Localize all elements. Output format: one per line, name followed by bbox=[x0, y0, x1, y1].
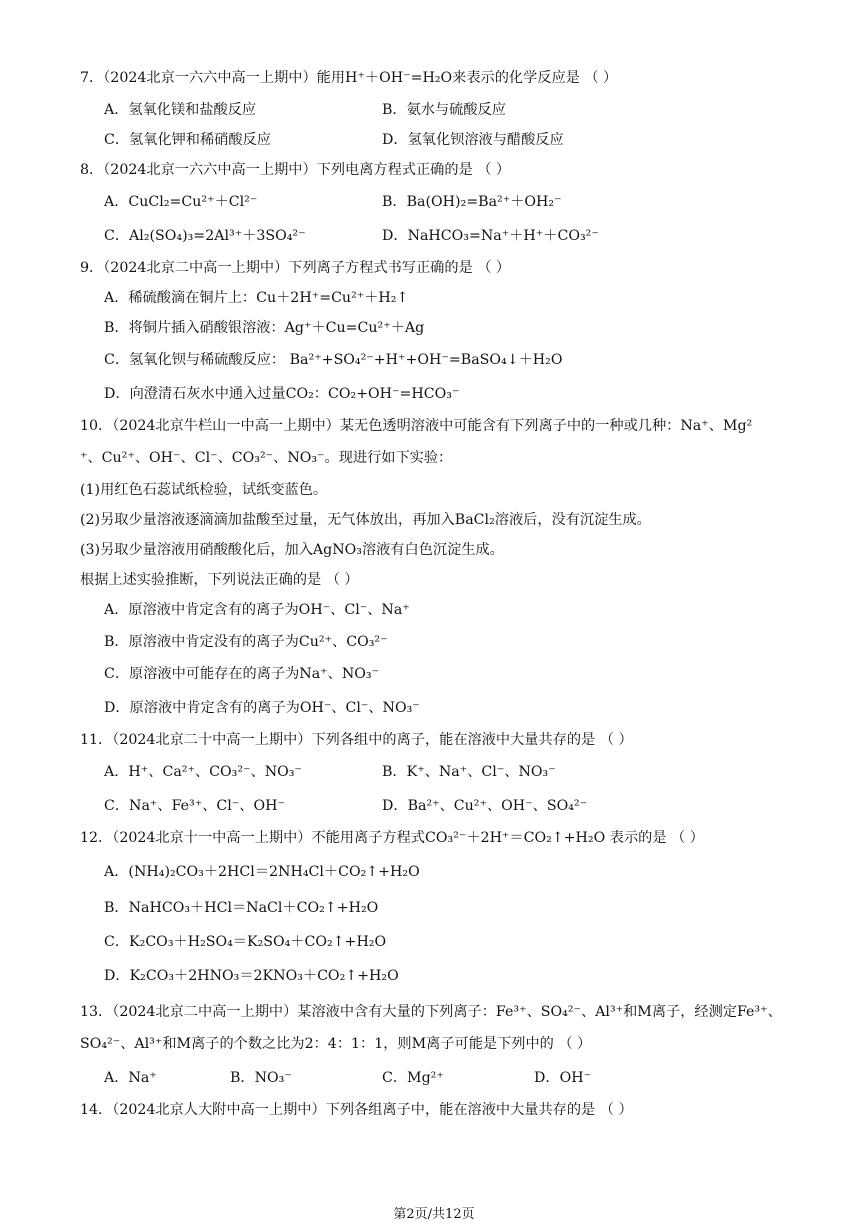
question-8-stem: 8．（2024北京一六六中高一上期中）下列电离方程式正确的是 （ ） bbox=[80, 162, 511, 178]
question-11-option-d: D．Ba²⁺、Cu²⁺、OH⁻、SO₄²⁻ bbox=[382, 798, 588, 814]
question-11-stem: 11．（2024北京二十中高一上期中）下列各组中的离子，能在溶液中大量共存的是 （ ） bbox=[80, 732, 633, 748]
question-10-stem-line-1: 10．（2024北京牛栏山一中高一上期中）某无色透明溶液中可能含有下列离子中的一种或几种：Na⁺、Mg² bbox=[80, 418, 753, 434]
question-11-option-b: B．K⁺、Na⁺、Cl⁻、NO₃⁻ bbox=[382, 764, 556, 780]
question-10-option-b: B．原溶液中肯定没有的离子为Cu²⁺、CO₃²⁻ bbox=[104, 634, 388, 650]
question-13-stem-line-1: 13．（2024北京二中高一上期中）某溶液中含有大量的下列离子：Fe³⁺、SO₄²⁻、Al³⁺和M离子，经测定Fe³⁺、 bbox=[80, 1004, 782, 1020]
question-10-option-c: C．原溶液中可能存在的离子为Na⁺、NO₃⁻ bbox=[104, 666, 380, 682]
question-9-option-c: C．氢氧化钡与稀硫酸反应： Ba²⁺+SO₄²⁻+H⁺+OH⁻=BaSO₄↓＋H₂O bbox=[104, 352, 563, 368]
question-10-option-a: A．原溶液中肯定含有的离子为OH⁻、Cl⁻、Na⁺ bbox=[104, 602, 410, 618]
question-10-option-d: D．原溶液中肯定含有的离子为OH⁻、Cl⁻、NO₃⁻ bbox=[104, 700, 420, 716]
question-12-option-c: C．K₂CO₃＋H₂SO₄＝K₂SO₄＋CO₂↑+H₂O bbox=[104, 934, 387, 950]
question-7-option-a: A．氢氧化镁和盐酸反应 bbox=[104, 102, 257, 118]
question-12-stem: 12．（2024北京十一中高一上期中）不能用离子方程式CO₃²⁻＋2H⁺＝CO₂↑+H₂O 表示的是 （ ） bbox=[80, 830, 704, 846]
question-8-option-a: A．CuCl₂=Cu²⁺＋Cl²⁻ bbox=[104, 194, 258, 210]
question-10-experiment-3: (3)另取少量溶液用硝酸酸化后，加入AgNO₃溶液有白色沉淀生成。 bbox=[80, 542, 504, 558]
question-8-option-c: C．Al₂(SO₄)₃=2Al³⁺＋3SO₄²⁻ bbox=[104, 228, 306, 244]
question-10-experiment-2: (2)另取少量溶液逐滴滴加盐酸至过量，无气体放出，再加入BaCl₂溶液后，没有沉淀生成。 bbox=[80, 512, 651, 528]
question-9-option-d: D．向澄清石灰水中通入过量CO₂：CO₂+OH⁻=HCO₃⁻ bbox=[104, 386, 460, 402]
question-12-option-a: A．(NH₄)₂CO₃＋2HCl＝2NH₄Cl＋CO₂↑+H₂O bbox=[104, 864, 420, 880]
question-12-option-d: D．K₂CO₃＋2HNO₃＝2KNO₃＋CO₂↑+H₂O bbox=[104, 968, 399, 984]
question-10-experiment-1: (1)用红色石蕊试纸检验，试纸变蓝色。 bbox=[80, 482, 328, 498]
question-14-stem: 14．（2024北京人大附中高一上期中）下列各组离子中，能在溶液中大量共存的是 （ ） bbox=[80, 1102, 633, 1118]
question-10-prompt: 根据上述实验推断，下列说法正确的是 （ ） bbox=[80, 572, 359, 588]
question-7-stem: 7．（2024北京一六六中高一上期中）能用H⁺＋OH⁻=H₂O来表示的化学反应是 （ ） bbox=[80, 70, 618, 86]
question-11-option-c: C．Na⁺、Fe³⁺、Cl⁻、OH⁻ bbox=[104, 798, 285, 814]
question-8-option-b: B．Ba(OH)₂=Ba²⁺＋OH₂⁻ bbox=[382, 194, 562, 210]
question-13-option-a: A．Na⁺ bbox=[104, 1070, 157, 1086]
question-9-option-a: A．稀硫酸滴在铜片上：Cu＋2H⁺=Cu²⁺＋H₂↑ bbox=[104, 290, 409, 306]
question-9-stem: 9．（2024北京二中高一上期中）下列离子方程式书写正确的是 （ ） bbox=[80, 260, 511, 276]
question-12-option-b: B．NaHCO₃＋HCl＝NaCl＋CO₂↑+H₂O bbox=[104, 900, 379, 916]
question-10-stem-line-2: ⁺、Cu²⁺、OH⁻、Cl⁻、CO₃²⁻、NO₃⁻。现进行如下实验： bbox=[80, 450, 453, 466]
page-number-footer: 第2页/共12页 bbox=[393, 1207, 475, 1222]
question-7-option-c: C．氢氧化钾和稀硝酸反应 bbox=[104, 132, 271, 148]
question-8-option-d: D．NaHCO₃=Na⁺＋H⁺＋CO₃²⁻ bbox=[382, 228, 599, 244]
question-13-option-c: C．Mg²⁺ bbox=[382, 1070, 444, 1086]
question-13-option-d: D．OH⁻ bbox=[534, 1070, 592, 1086]
question-9-option-b: B．将铜片插入硝酸银溶液：Ag⁺＋Cu=Cu²⁺＋Ag bbox=[104, 320, 425, 336]
question-7-option-b: B．氨水与硫酸反应 bbox=[382, 102, 506, 118]
question-13-stem-line-2: SO₄²⁻、Al³⁺和M离子的个数之比为2：4：1：1，则M离子可能是下列中的 （ ） bbox=[80, 1036, 592, 1052]
question-13-option-b: B．NO₃⁻ bbox=[230, 1070, 292, 1086]
question-7-option-d: D．氢氧化钡溶液与醋酸反应 bbox=[382, 132, 564, 148]
question-11-option-a: A．H⁺、Ca²⁺、CO₃²⁻、NO₃⁻ bbox=[104, 764, 302, 780]
